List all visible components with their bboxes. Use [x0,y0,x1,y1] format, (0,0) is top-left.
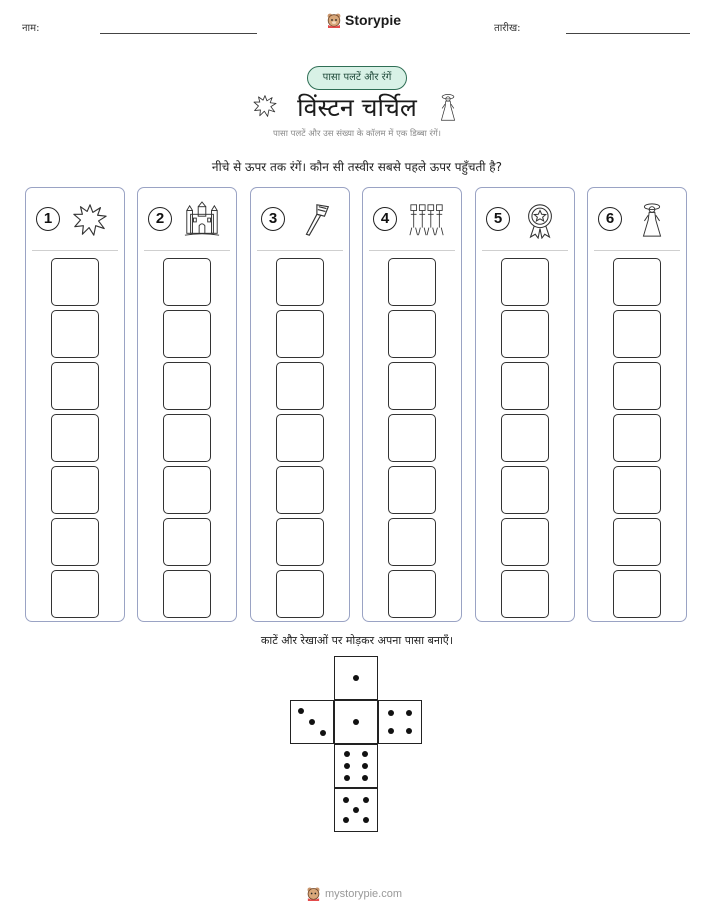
color-box[interactable] [163,414,211,462]
color-box[interactable] [276,310,324,358]
column-divider [482,250,568,251]
color-box[interactable] [613,518,661,566]
die-pip [309,719,315,725]
lady-icon [632,201,672,239]
die-face-5 [334,788,378,832]
activity-badge: पासा पलटें और रंगें [307,66,407,90]
die-face-3 [334,700,378,744]
color-box[interactable] [51,362,99,410]
column-divider [32,250,118,251]
die-face-1 [334,656,378,700]
column-3 [250,187,350,622]
die-pip [363,797,369,803]
date-line[interactable] [566,33,690,34]
die-pip [320,730,326,736]
die-pip [344,751,350,757]
splat-icon [70,201,110,239]
color-box[interactable] [501,362,549,410]
splat-icon [252,93,278,119]
column-number: 5 [486,207,510,231]
color-box[interactable] [613,258,661,306]
die-pip [298,708,304,714]
die-face-4 [378,700,422,744]
column-4 [362,187,462,622]
color-box[interactable] [276,414,324,462]
instruction: नीचे से ऊपर तक रंगें। कौन सी तस्वीर सबसे पहले ऊपर पहुँचती है? [211,160,503,174]
color-box[interactable] [163,570,211,618]
column-divider [257,250,343,251]
color-box[interactable] [388,518,436,566]
column-number: 3 [261,207,285,231]
die-pip [363,817,369,823]
color-box[interactable] [388,570,436,618]
color-box[interactable] [501,518,549,566]
color-box[interactable] [51,518,99,566]
die-pip [353,675,359,681]
color-box[interactable] [501,258,549,306]
color-box[interactable] [276,518,324,566]
die-pip [362,751,368,757]
subtitle: पासा पलटें और उस संख्या के कॉलम में एक डिब्बा रंगें। [273,129,441,139]
name-label: नाम: [22,23,40,34]
color-box[interactable] [163,362,211,410]
die-pip [406,710,412,716]
die-pip [343,817,349,823]
brand-logo [326,12,401,28]
column-6 [587,187,687,622]
die-pip [353,807,359,813]
column-number: 1 [36,207,60,231]
die-pip [406,728,412,734]
page-title: विंस्टन चर्चिल [297,93,417,122]
cut-instruction: काटें और रेखाओं पर मोड़कर अपना पासा बनाएँ। [260,634,454,647]
date-label: तारीख: [494,23,521,34]
color-box[interactable] [51,466,99,514]
die-pip [388,728,394,734]
color-box[interactable] [388,362,436,410]
die-face-6 [334,744,378,788]
die-pip [344,775,350,781]
color-box[interactable] [276,466,324,514]
column-2 [137,187,237,622]
column-divider [369,250,455,251]
column-1 [25,187,125,622]
column-number: 4 [373,207,397,231]
bear-icon [326,12,342,28]
color-box[interactable] [51,414,99,462]
color-box[interactable] [388,466,436,514]
column-divider [144,250,230,251]
paintbrush-icon [295,201,335,239]
column-number: 2 [148,207,172,231]
color-box[interactable] [613,466,661,514]
bear-icon [306,886,321,901]
color-box[interactable] [51,310,99,358]
die-pip [388,710,394,716]
color-box[interactable] [388,414,436,462]
color-box[interactable] [613,570,661,618]
die-face-2 [290,700,334,744]
color-box[interactable] [51,570,99,618]
column-number: 6 [598,207,622,231]
color-box[interactable] [163,258,211,306]
column-5 [475,187,575,622]
footer [306,886,402,901]
color-box[interactable] [163,310,211,358]
color-box[interactable] [163,518,211,566]
color-box[interactable] [613,362,661,410]
color-box[interactable] [501,570,549,618]
die-pip [362,775,368,781]
medal-icon [520,201,560,239]
die-pip [362,763,368,769]
footer-url: mystorypie.com [325,887,403,900]
color-box[interactable] [388,258,436,306]
color-box[interactable] [613,310,661,358]
color-box[interactable] [51,258,99,306]
name-line[interactable] [100,33,257,34]
die-pip [344,763,350,769]
color-box[interactable] [388,310,436,358]
color-box[interactable] [501,414,549,462]
die-pip [343,797,349,803]
color-box[interactable] [276,258,324,306]
color-box[interactable] [163,466,211,514]
brand-name: Storypie [345,12,402,28]
color-box[interactable] [501,310,549,358]
color-box[interactable] [276,362,324,410]
color-box[interactable] [613,414,661,462]
column-divider [594,250,680,251]
color-box[interactable] [276,570,324,618]
soldiers-icon [407,201,447,239]
lady-icon [437,92,459,122]
die-pip [353,719,359,725]
color-box[interactable] [501,466,549,514]
castle-icon [182,201,222,239]
